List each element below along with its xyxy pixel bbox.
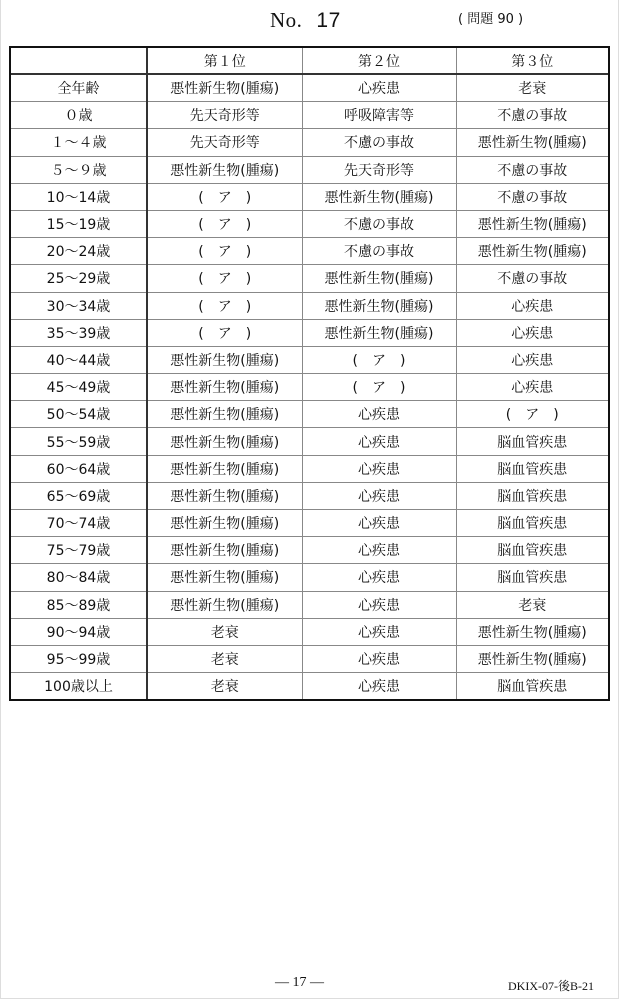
cause-cell-rank-2: 呼吸障害等 — [302, 102, 456, 129]
cause-cell-rank-3: 心疾患 — [456, 374, 608, 401]
cause-cell-rank-1: ( ア ) — [147, 238, 302, 265]
cause-cell-rank-1: 悪性新生物(腫瘍) — [147, 455, 302, 482]
table-row — [11, 129, 608, 156]
table-row — [11, 510, 608, 537]
cause-cell-rank-3: 悪性新生物(腫瘍) — [456, 129, 608, 156]
cause-cell-rank-3: ( ア ) — [456, 401, 608, 428]
question-reference: ( 問題 90 ) — [458, 12, 524, 27]
cause-cell-rank-1: 悪性新生物(腫瘍) — [147, 537, 302, 564]
cause-cell-rank-3: 不慮の事故 — [456, 265, 608, 292]
cause-cell-rank-2: 不慮の事故 — [302, 238, 456, 265]
age-group-cell: 85～89歳 — [11, 591, 147, 618]
question-number — [270, 8, 341, 33]
age-group-cell: 55～59歳 — [11, 428, 147, 455]
cause-cell-rank-1: ( ア ) — [147, 183, 302, 210]
cause-cell-rank-1: 悪性新生物(腫瘍) — [147, 482, 302, 509]
cause-cell-rank-3: 悪性新生物(腫瘍) — [456, 645, 608, 672]
age-group-cell: 90～94歳 — [11, 618, 147, 645]
age-group-cell: 25～29歳 — [11, 265, 147, 292]
age-group-cell: 70～74歳 — [11, 510, 147, 537]
cause-cell-rank-1: 悪性新生物(腫瘍) — [147, 401, 302, 428]
page-number: ― 17 ― — [275, 975, 324, 990]
cause-cell-rank-3: 悪性新生物(腫瘍) — [456, 210, 608, 237]
cause-cell-rank-1: ( ア ) — [147, 265, 302, 292]
column-header-rank-3: 第３位 — [456, 48, 608, 74]
cause-cell-rank-2: 不慮の事故 — [302, 210, 456, 237]
cause-cell-rank-1: 老衰 — [147, 618, 302, 645]
cause-cell-rank-1: 悪性新生物(腫瘍) — [147, 591, 302, 618]
column-header-rank-1: 第１位 — [147, 48, 302, 74]
cause-of-death-table — [9, 46, 610, 701]
question-number-value: 17 — [316, 9, 341, 32]
cause-cell-rank-3: 脳血管疾患 — [456, 564, 608, 591]
table-row — [11, 591, 608, 618]
cause-cell-rank-3: 悪性新生物(腫瘍) — [456, 238, 608, 265]
table-row — [11, 401, 608, 428]
cause-cell-rank-1: 悪性新生物(腫瘍) — [147, 156, 302, 183]
cause-cell-rank-3: 悪性新生物(腫瘍) — [456, 618, 608, 645]
cause-cell-rank-2: 心疾患 — [302, 401, 456, 428]
cause-cell-rank-3: 脳血管疾患 — [456, 428, 608, 455]
age-group-cell: 20～24歳 — [11, 238, 147, 265]
cause-cell-rank-3: 老衰 — [456, 74, 608, 102]
table-row — [11, 292, 608, 319]
cause-cell-rank-2: 悪性新生物(腫瘍) — [302, 265, 456, 292]
cause-cell-rank-1: 老衰 — [147, 673, 302, 700]
age-group-cell: 60～64歳 — [11, 455, 147, 482]
table-row — [11, 183, 608, 210]
table-row — [11, 537, 608, 564]
column-header-age — [11, 48, 147, 74]
age-group-cell: １～４歳 — [11, 129, 147, 156]
age-group-cell: 30～34歳 — [11, 292, 147, 319]
column-header-rank-2: 第２位 — [302, 48, 456, 74]
cause-cell-rank-2: 悪性新生物(腫瘍) — [302, 292, 456, 319]
cause-cell-rank-1: 悪性新生物(腫瘍) — [147, 510, 302, 537]
age-group-cell: 全年齢 — [11, 74, 147, 102]
cause-cell-rank-3: 老衰 — [456, 591, 608, 618]
cause-cell-rank-1: 悪性新生物(腫瘍) — [147, 374, 302, 401]
age-group-cell: 65～69歳 — [11, 482, 147, 509]
cause-cell-rank-3: 脳血管疾患 — [456, 537, 608, 564]
table-row — [11, 156, 608, 183]
cause-cell-rank-3: 脳血管疾患 — [456, 455, 608, 482]
cause-cell-rank-1: ( ア ) — [147, 319, 302, 346]
cause-cell-rank-1: 悪性新生物(腫瘍) — [147, 74, 302, 102]
cause-cell-rank-3: 心疾患 — [456, 319, 608, 346]
table-row — [11, 374, 608, 401]
cause-cell-rank-1: 悪性新生物(腫瘍) — [147, 346, 302, 373]
age-group-cell: ０歳 — [11, 102, 147, 129]
table-row — [11, 645, 608, 672]
cause-cell-rank-2: 不慮の事故 — [302, 129, 456, 156]
table-row — [11, 210, 608, 237]
age-group-cell: ５～９歳 — [11, 156, 147, 183]
cause-cell-rank-3: 心疾患 — [456, 346, 608, 373]
table-row — [11, 102, 608, 129]
cause-cell-rank-1: 悪性新生物(腫瘍) — [147, 428, 302, 455]
table-row — [11, 455, 608, 482]
cause-cell-rank-2: 心疾患 — [302, 537, 456, 564]
table-row — [11, 564, 608, 591]
cause-cell-rank-2: 心疾患 — [302, 673, 456, 700]
table-row — [11, 238, 608, 265]
cause-cell-rank-3: 脳血管疾患 — [456, 673, 608, 700]
age-group-cell: 10～14歳 — [11, 183, 147, 210]
cause-cell-rank-3: 不慮の事故 — [456, 156, 608, 183]
age-group-cell: 50～54歳 — [11, 401, 147, 428]
cause-cell-rank-2: 心疾患 — [302, 618, 456, 645]
cause-cell-rank-2: 先天奇形等 — [302, 156, 456, 183]
table-row — [11, 482, 608, 509]
cause-cell-rank-2: ( ア ) — [302, 374, 456, 401]
cause-cell-rank-2: 悪性新生物(腫瘍) — [302, 183, 456, 210]
age-group-cell: 15～19歳 — [11, 210, 147, 237]
table-row — [11, 74, 608, 102]
cause-cell-rank-3: 心疾患 — [456, 292, 608, 319]
age-group-cell: 100歳以上 — [11, 673, 147, 700]
age-group-cell: 40～44歳 — [11, 346, 147, 373]
table-row — [11, 673, 608, 700]
cause-cell-rank-1: 先天奇形等 — [147, 102, 302, 129]
cause-cell-rank-2: 心疾患 — [302, 428, 456, 455]
cause-cell-rank-2: 心疾患 — [302, 645, 456, 672]
table-row — [11, 346, 608, 373]
question-number-label: No. — [270, 8, 303, 32]
document-code: DKIX-07-後B-21 — [508, 979, 594, 993]
cause-cell-rank-1: 先天奇形等 — [147, 129, 302, 156]
table-header-row — [11, 48, 608, 74]
age-group-cell: 80～84歳 — [11, 564, 147, 591]
cause-cell-rank-3: 脳血管疾患 — [456, 510, 608, 537]
table-body — [11, 74, 608, 699]
cause-cell-rank-3: 不慮の事故 — [456, 183, 608, 210]
table-row — [11, 265, 608, 292]
cause-cell-rank-1: ( ア ) — [147, 210, 302, 237]
cause-cell-rank-2: 心疾患 — [302, 591, 456, 618]
cause-cell-rank-1: 老衰 — [147, 645, 302, 672]
cause-cell-rank-1: 悪性新生物(腫瘍) — [147, 564, 302, 591]
cause-cell-rank-2: ( ア ) — [302, 346, 456, 373]
age-group-cell: 95～99歳 — [11, 645, 147, 672]
age-group-cell: 35～39歳 — [11, 319, 147, 346]
cause-cell-rank-2: 心疾患 — [302, 482, 456, 509]
cause-cell-rank-3: 脳血管疾患 — [456, 482, 608, 509]
cause-cell-rank-3: 不慮の事故 — [456, 102, 608, 129]
cause-cell-rank-2: 悪性新生物(腫瘍) — [302, 319, 456, 346]
cause-cell-rank-1: ( ア ) — [147, 292, 302, 319]
cause-cell-rank-2: 心疾患 — [302, 564, 456, 591]
age-group-cell: 45～49歳 — [11, 374, 147, 401]
table-row — [11, 428, 608, 455]
table-row — [11, 319, 608, 346]
table-row — [11, 618, 608, 645]
age-group-cell: 75～79歳 — [11, 537, 147, 564]
cause-cell-rank-2: 心疾患 — [302, 74, 456, 102]
cause-cell-rank-2: 心疾患 — [302, 510, 456, 537]
cause-cell-rank-2: 心疾患 — [302, 455, 456, 482]
